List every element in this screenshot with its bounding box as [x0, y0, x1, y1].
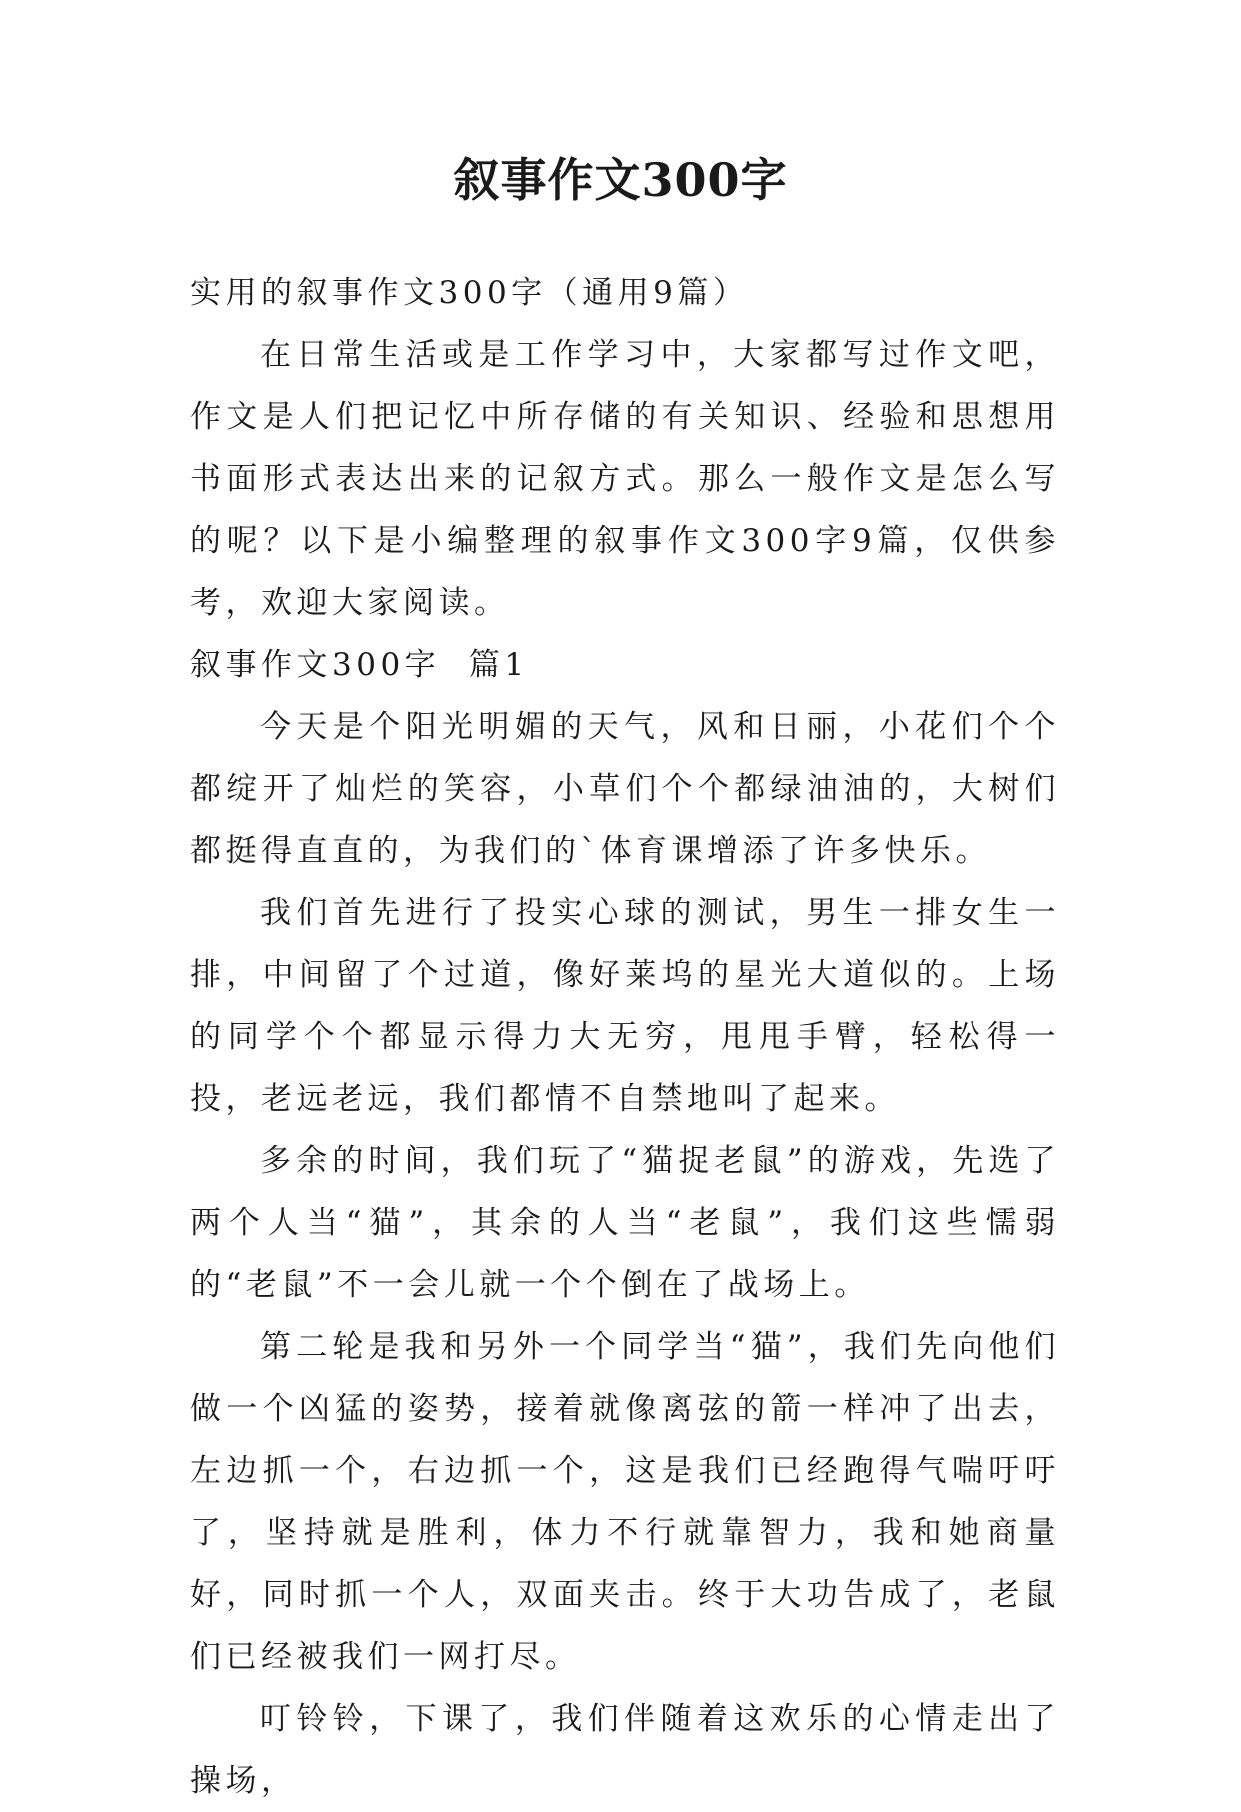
intro-paragraph: 在日常生活或是工作学习中，大家都写过作文吧，作文是人们把记忆中所存储的有关知识、经验和思想用书面形式表达出来的记叙方式。那么一般作文是怎么写的呢？以下是小编整理的叙事作文300字9篇，仅供参考，欢迎大家阅读。	[190, 337, 1060, 621]
section-heading: 叙事作文300字 篇1	[190, 647, 529, 683]
body-paragraph: 叮铃铃，下课了，我们伴随着这欢乐的心情走出了操场，	[190, 1701, 1060, 1799]
body-paragraph: 今天是个阳光明媚的天气，风和日丽，小花们个个都绽开了灿烂的笑容，小草们个个都绿油油的，大树们都挺得直直的，为我们的`体育课增添了许多快乐。	[190, 709, 1060, 869]
document-subtitle: 实用的叙事作文300字（通用9篇）	[190, 275, 749, 311]
document-body	[190, 262, 1060, 1812]
body-paragraph: 我们首先进行了投实心球的测试，男生一排女生一排，中间留了个过道，像好莱坞的星光大道似的。上场的同学个个都显示得力大无穷，甩甩手臂，轻松得一投，老远老远，我们都情不自禁地叫了起来。	[190, 895, 1060, 1117]
document-title: 叙事作文300字	[453, 153, 788, 207]
body-paragraph: 多余的时间，我们玩了“猫捉老鼠”的游戏，先选了两个人当“猫”，其余的人当“老鼠”，我们这些懦弱的“老鼠”不一会儿就一个个倒在了战场上。	[190, 1143, 1060, 1303]
body-paragraph: 第二轮是我和另外一个同学当“猫”，我们先向他们做一个凶猛的姿势，接着就像离弦的箭一样冲了出去，左边抓一个，右边抓一个，这是我们已经跑得气喘吁吁了，坚持就是胜利，体力不行就靠智力，我和她商量好，同时抓一个人，双面夹击。终于大功告成了，老鼠们已经被我们一网打尽。	[190, 1329, 1060, 1675]
